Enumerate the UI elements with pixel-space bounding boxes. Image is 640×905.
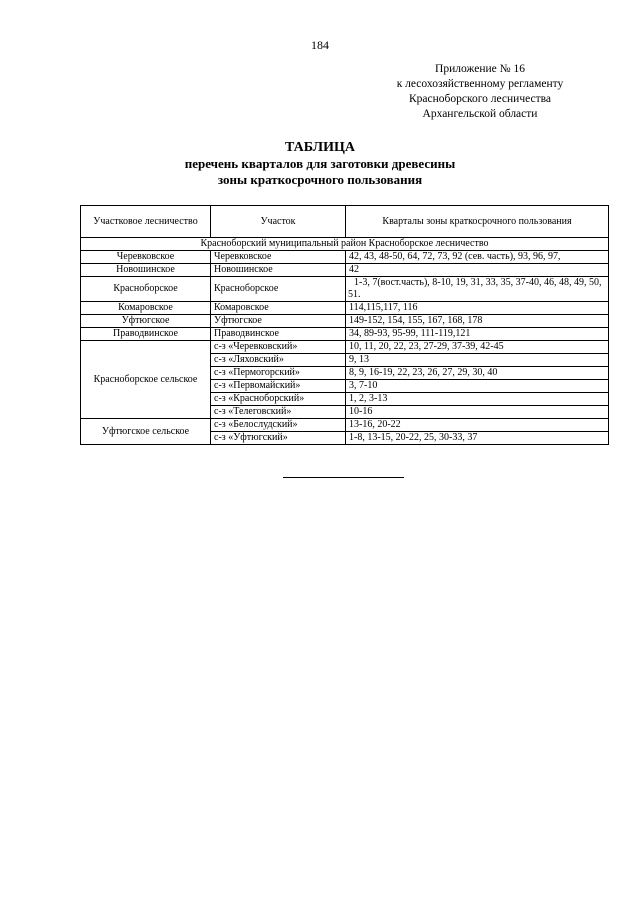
table-row	[81, 419, 609, 432]
plot-cell: с-з «Ляховский»	[211, 354, 346, 367]
quarters-cell: 1-3, 7(вост.часть), 8-10, 19, 31, 33, 35, 37-40, 46, 48, 49, 50, 51.	[346, 277, 609, 302]
quarters-cell: 8, 9, 16-19, 22, 23, 26, 27, 29, 30, 40	[346, 367, 609, 380]
forestry-cell: Уфтюгское сельское	[81, 419, 211, 445]
quarters-cell: 149-152, 154, 155, 167, 168, 178	[346, 315, 609, 328]
header-forestry: Участковое лесничество	[81, 206, 211, 238]
forestry-cell: Черевковское	[81, 251, 211, 264]
quarters-cell: 13-16, 20-22	[346, 419, 609, 432]
forestry-cell: Новошинское	[81, 264, 211, 277]
forestry-cell: Комаровское	[81, 302, 211, 315]
table-row	[81, 341, 609, 354]
forestry-cell: Красноборское сельское	[81, 341, 211, 419]
plot-cell: с-з «Телеговский»	[211, 406, 346, 419]
quarters-cell: 9, 13	[346, 354, 609, 367]
plot-cell: с-з «Пермогорский»	[211, 367, 346, 380]
plot-cell: Уфтюгское	[211, 315, 346, 328]
plot-cell: Праводвинское	[211, 328, 346, 341]
quarters-cell: 114,115,117, 116	[346, 302, 609, 315]
quarters-table	[80, 205, 609, 445]
table-row	[81, 328, 609, 341]
title-sub: перечень кварталов для заготовки древесины	[184, 156, 456, 171]
end-rule	[283, 477, 404, 478]
table-row	[81, 264, 609, 277]
plot-cell: с-з «Белослудский»	[211, 419, 346, 432]
appendix-line: Архангельской области	[422, 108, 538, 120]
quarters-cell: 10-16	[346, 406, 609, 419]
title-main: ТАБЛИЦА	[285, 140, 355, 155]
quarters-cell: 42	[346, 264, 609, 277]
forestry-cell: Уфтюгское	[81, 315, 211, 328]
plot-cell: с-з «Черевковский»	[211, 341, 346, 354]
page-number: 184	[311, 38, 329, 52]
title-sub: зоны краткосрочного пользования	[217, 172, 423, 187]
quarters-cell: 10, 11, 20, 22, 23, 27-29, 37-39, 42-45	[346, 341, 609, 354]
header-row	[81, 206, 609, 238]
quarters-cell: 3, 7-10	[346, 380, 609, 393]
forestry-cell: Красноборское	[81, 277, 211, 302]
table-row	[81, 302, 609, 315]
document-title	[0, 140, 640, 188]
plot-cell: Комаровское	[211, 302, 346, 315]
header-plot: Участок	[211, 206, 346, 238]
table-row	[81, 277, 609, 302]
table-row	[81, 251, 609, 264]
quarters-cell: 42, 43, 48-50, 64, 72, 73, 92 (сев. часть), 93, 96, 97,	[346, 251, 609, 264]
plot-cell: Красноборское	[211, 277, 346, 302]
header-quarters: Кварталы зоны краткосрочного пользования	[346, 206, 609, 238]
plot-cell: с-з «Красноборский»	[211, 393, 346, 406]
plot-cell: Новошинское	[211, 264, 346, 277]
plot-cell: с-з «Первомайский»	[211, 380, 346, 393]
appendix-line: Красноборского лесничества	[408, 93, 552, 105]
plot-cell: с-з «Уфтюгский»	[211, 432, 346, 445]
appendix-block	[360, 62, 600, 122]
quarters-cell: 1, 2, 3-13	[346, 393, 609, 406]
plot-cell: Черевковское	[211, 251, 346, 264]
forestry-cell: Праводвинское	[81, 328, 211, 341]
quarters-cell: 34, 89-93, 95-99, 111-119,121	[346, 328, 609, 341]
region-row	[81, 238, 609, 251]
appendix-line: к лесохозяйственному регламенту	[396, 78, 564, 90]
appendix-line: Приложение № 16	[435, 63, 525, 75]
quarters-cell: 1-8, 13-15, 20-22, 25, 30-33, 37	[346, 432, 609, 445]
table-row	[81, 315, 609, 328]
region-label: Красноборский муниципальный район Красноборское лесничество	[81, 238, 609, 251]
